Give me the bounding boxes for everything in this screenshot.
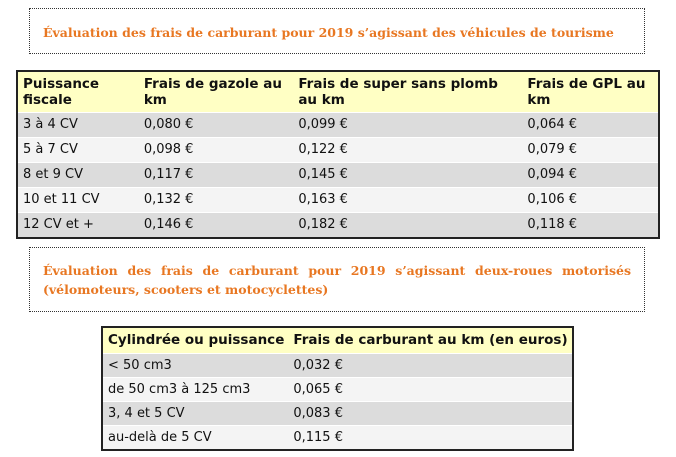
table-cell: 3, 4 et 5 CV xyxy=(102,401,288,425)
table-cell: 0,032 € xyxy=(288,353,572,377)
passenger-vehicle-fuel-table xyxy=(16,70,660,239)
table-cell: 0,083 € xyxy=(288,401,572,425)
header-cylindree: Cylindrée ou puissance xyxy=(102,327,288,353)
table-cell: 8 et 9 CV xyxy=(17,163,139,188)
table-row xyxy=(102,425,573,450)
section1-title: Évaluation des frais de carburant pour 2019 s’agissant des véhicules de tourisme xyxy=(43,25,614,40)
table-cell: 3 à 4 CV xyxy=(17,113,139,138)
table-cell: 0,094 € xyxy=(522,163,659,188)
section1-title-box xyxy=(29,8,645,54)
table-cell: 0,132 € xyxy=(139,188,294,213)
table-cell: 0,099 € xyxy=(293,113,522,138)
header-frais-carburant: Frais de carburant au km (en euros) xyxy=(288,327,572,353)
table-cell: 0,145 € xyxy=(293,163,522,188)
table-cell: 0,098 € xyxy=(139,138,294,163)
table-header-row xyxy=(102,327,573,353)
table-cell: 5 à 7 CV xyxy=(17,138,139,163)
table-cell: 12 CV et + xyxy=(17,213,139,239)
section2-title-box xyxy=(29,247,645,312)
table-cell: 0,115 € xyxy=(288,425,572,450)
table-cell: 10 et 11 CV xyxy=(17,188,139,213)
table-row xyxy=(17,163,659,188)
table-cell: de 50 cm3 à 125 cm3 xyxy=(102,377,288,401)
table-cell: < 50 cm3 xyxy=(102,353,288,377)
table-cell: 0,182 € xyxy=(293,213,522,239)
table-cell: 0,065 € xyxy=(288,377,572,401)
table-row xyxy=(17,113,659,138)
header-puissance-fiscale: Puissance fiscale xyxy=(17,71,139,113)
table-cell: 0,163 € xyxy=(293,188,522,213)
table-cell: 0,146 € xyxy=(139,213,294,239)
table-row xyxy=(17,188,659,213)
table-row xyxy=(102,377,573,401)
table-row xyxy=(102,401,573,425)
table-cell: 0,118 € xyxy=(522,213,659,239)
table-header-row xyxy=(17,71,659,113)
table-cell: 0,079 € xyxy=(522,138,659,163)
table-cell: 0,106 € xyxy=(522,188,659,213)
header-super-sans-plomb: Frais de super sans plomb au km xyxy=(293,71,522,113)
table-cell: 0,117 € xyxy=(139,163,294,188)
two-wheeler-fuel-table xyxy=(101,326,574,451)
table-row xyxy=(102,353,573,377)
table-cell: au-delà de 5 CV xyxy=(102,425,288,450)
section2-title: Évaluation des frais de carburant pour 2019 s’agissant deux-roues motorisés (vélomoteurs, scooters et motocyclettes) xyxy=(43,263,631,297)
table-cell: 0,064 € xyxy=(522,113,659,138)
table-row xyxy=(17,213,659,239)
header-gazole: Frais de gazole au km xyxy=(139,71,294,113)
table-row xyxy=(17,138,659,163)
table-cell: 0,080 € xyxy=(139,113,294,138)
table-cell: 0,122 € xyxy=(293,138,522,163)
header-gpl: Frais de GPL au km xyxy=(522,71,659,113)
